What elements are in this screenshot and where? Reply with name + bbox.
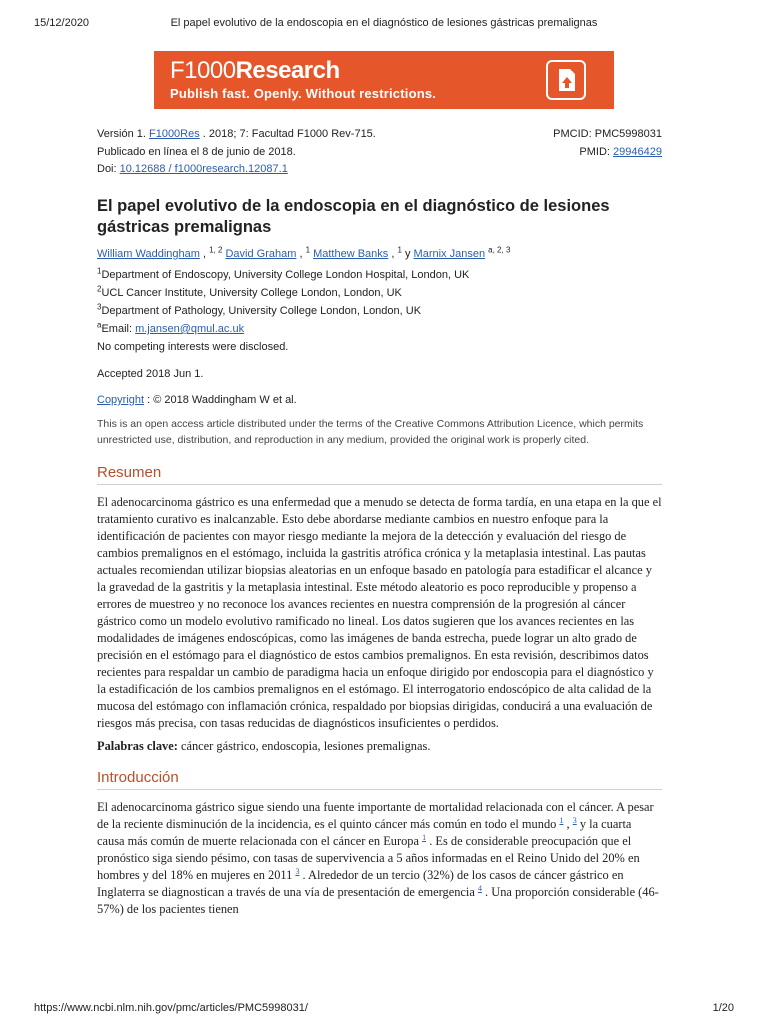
article-meta (97, 126, 662, 179)
copyright-link[interactable]: Copyright (97, 394, 145, 406)
pmid-link[interactable]: 29946429 (613, 145, 662, 158)
reference-link[interactable]: 1 (422, 832, 427, 842)
affiliation-text: UCL Cancer Institute, University College London, London, UK (101, 287, 402, 299)
author-sep: , (388, 248, 398, 260)
intro-text (97, 799, 662, 918)
intro-segment: . Es de considerable preocupación que el pronóstico siga siendo pésimo, con tasas de supervivencia a 5 años informadas en el Reino Unido del 20% en hombres y del 18% en mujeres en 2011 (97, 834, 640, 882)
affiliation (97, 302, 662, 320)
section-heading-resumen: Resumen (97, 464, 662, 485)
version-prefix: Versión 1. (97, 128, 149, 140)
author-sup: 1, 2 (209, 245, 223, 255)
author-joiner: y (401, 248, 414, 260)
article-content (97, 196, 662, 918)
brand-part2: Research (235, 57, 340, 84)
page-number: 1/20 (712, 1002, 734, 1014)
affiliation-sup: 1 (97, 266, 102, 276)
author-link[interactable]: William Waddingham (97, 248, 200, 260)
affiliation-text: Department of Endoscopy, University College London Hospital, London, UK (101, 269, 470, 281)
abstract-text: El adenocarcinoma gástrico es una enfermedad que a menudo se detecta de forma tardía, en una etapa en la que el tratamiento curativo es inalcanzable. Esto debe abordarse mediante cambios en nuestro enfoque para la identificación de pacientes con mayor riesgo mediante la mejora de la detección y evaluación del riesgo de cambios premalignos en el estómago, incluida la gastritis atrófica crónica y la metaplasia intestinal. Las pautas actuales recomiendan utilizar biopsias aleatorias en un enfoque basado en patología para estadificar el alcance y la gravedad de la gastritis y la metaplasia intestinal. Este método aleatorio es poco reproducible y propenso a errores de muestreo y no reconoce los avances recientes en nuestra comprensión de la progresión al cáncer gástrico como un modelo evolutivo ramificado no lineal. Los datos sugieren que los avances recientes en las modalidades de imágenes endoscópicas, como las imágenes de banda estrecha, puede lograr un alto grado de precisión en el estómago para el diagnóstico de estos cambios premalignos. En esta revisión, describimos datos recientes para respaldar un cambio de paradigma hacia un enfoque dirigido por endoscopia para el diagnóstico y la estadificación de los cambios premalignos en el estómago. El interrogatorio endoscópico de alta calidad de la mucosa del estómago con inflamación crónica, respaldado por biopsias dirigidas, conducirá a una evaluación de riesgos más precisa, con tasas reducidas de diagnósticos insuficientes o perdidos. (97, 495, 662, 730)
f1000-banner[interactable] (154, 51, 614, 109)
author-list (97, 247, 662, 262)
reference-link[interactable]: 4 (477, 883, 482, 893)
affiliation-text: Department of Pathology, University College London, London, UK (101, 305, 422, 317)
intro-segment: El adenocarcinoma gástrico sigue siendo una fuente importante de mortalidad relacionada con el cáncer. A pesar de la reciente disminución de la incidencia, es el quinto cáncer más común en todo el mundo (97, 800, 654, 831)
author-sup: 1 (397, 245, 402, 255)
print-url: https://www.ncbi.nlm.nih.gov/pmc/articles/PMC5998031/ (34, 1002, 308, 1014)
document-upload-icon (546, 60, 586, 100)
article-title: El papel evolutivo de la endoscopia en el diagnóstico de lesiones gástricas premalignas (97, 197, 610, 236)
copyright-line (97, 392, 662, 408)
author-sep: , (296, 248, 306, 260)
author-sep: , (199, 248, 210, 260)
version-suffix: . 2018; 7: Facultad F1000 Rev-715. (199, 128, 376, 140)
reference-link[interactable]: 3 (295, 866, 300, 876)
banner-brand (170, 57, 340, 85)
doi-link[interactable]: 10.12688 / f1000research.12087.1 (119, 163, 288, 175)
affiliation (97, 284, 662, 302)
print-date: 15/12/2020 (34, 17, 90, 29)
affiliation-sup: 3 (97, 302, 102, 312)
author-sup: a, 2, 3 (488, 245, 511, 255)
keywords-text: cáncer gástrico, endoscopia, lesiones premalignas. (177, 739, 431, 753)
affiliations (97, 266, 662, 356)
license-text: This is an open access article distributed under the terms of the Creative Commons Attribution Licence, which permits unrestricted use, distribution, and reproduction in any medium, provided the original work is properly cited. (97, 418, 644, 446)
intro-segment: y la cuarta causa más común de muerte relacionada con el cáncer en Europa (97, 817, 632, 848)
keywords-label: Palabras clave: (97, 739, 178, 753)
banner-tagline: Publish fast. Openly. Without restrictions. (170, 86, 437, 101)
brand-part1: F1000 (170, 57, 236, 84)
competing-interests: No competing interests were disclosed. (97, 341, 289, 353)
journal-link[interactable]: F1000Res (148, 128, 200, 140)
pmcid: PMCID: PMC5998031 (553, 128, 662, 140)
email-sup: a (97, 320, 102, 330)
intro-segment: . Una proporción considerable (46-57%) de los pacientes tienen (97, 885, 659, 916)
section-heading-introduccion: Introducción (97, 769, 662, 790)
affiliation (97, 266, 662, 284)
intro-segment: . Alrededor de un tercio (32%) de los casos de cáncer gástrico en Inglaterra se diagnostican a través de una vía de presentación de emergencia (97, 868, 624, 899)
author-link[interactable]: David Graham (225, 248, 297, 260)
published-date: Publicado en línea el 8 de junio de 2018. (97, 145, 296, 158)
print-title: El papel evolutivo de la endoscopia en el diagnóstico de lesiones gástricas premalignas (170, 17, 598, 29)
reference-link[interactable]: 3 (572, 815, 577, 825)
doi-label: Doi: (97, 163, 120, 175)
email-line (97, 320, 662, 338)
reference-sep: , (563, 817, 573, 831)
print-header (34, 17, 734, 31)
reference-link[interactable]: 1 (559, 815, 564, 825)
print-footer (34, 1002, 734, 1016)
accepted-date: Accepted 2018 Jun 1. (97, 368, 204, 380)
copyright-text: : © 2018 Waddingham W et al. (144, 394, 297, 406)
pmid-label: PMID: (579, 145, 614, 158)
author-link[interactable]: Marnix Jansen (413, 248, 486, 260)
keywords (97, 738, 662, 755)
email-label: Email: (101, 323, 136, 335)
email-link[interactable]: m.jansen@qmul.ac.uk (135, 323, 245, 335)
author-link[interactable]: Matthew Banks (313, 248, 389, 260)
author-sup: 1 (305, 245, 311, 255)
affiliation-sup: 2 (97, 284, 102, 294)
